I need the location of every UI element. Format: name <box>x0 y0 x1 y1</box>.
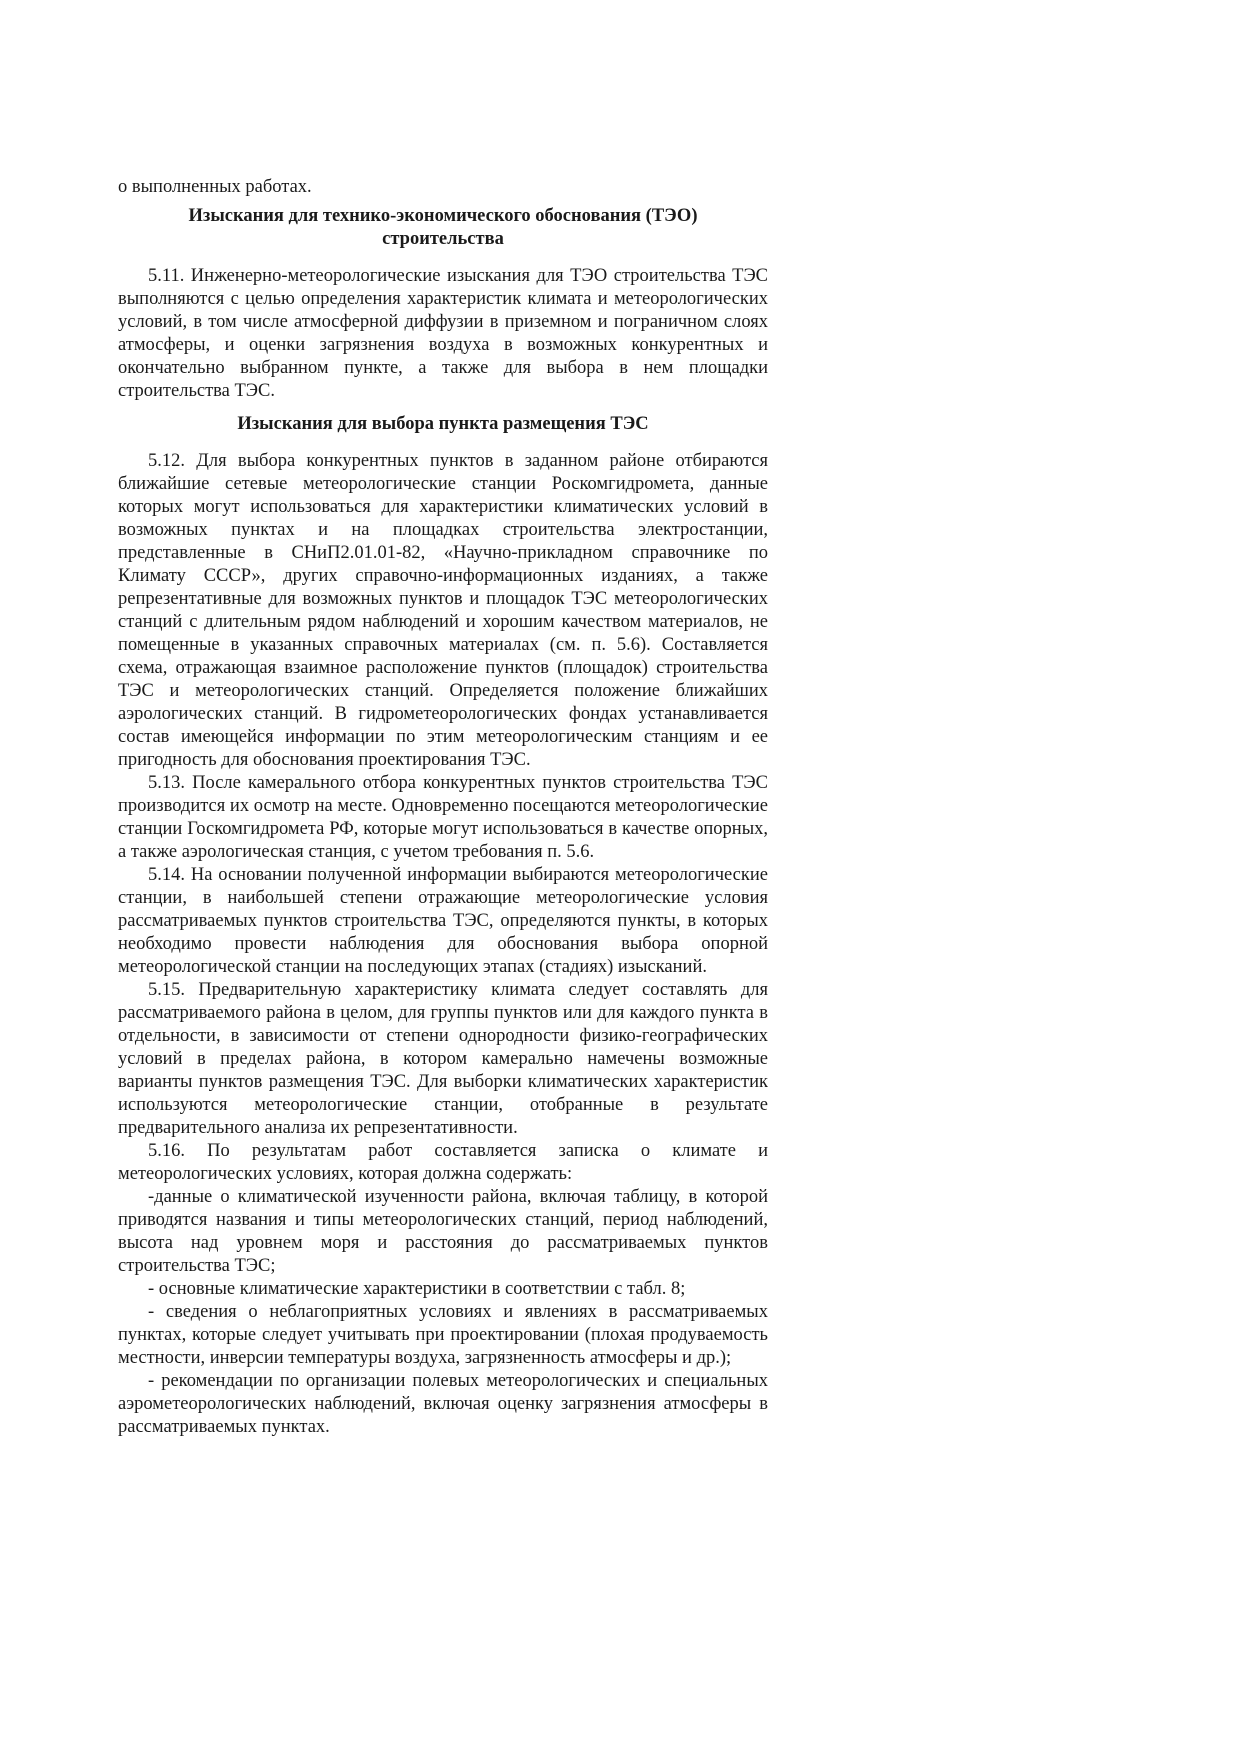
section-heading-site-selection: Изыскания для выбора пункта размещения ТЭС <box>237 414 649 434</box>
lead-line: о выполненных работах. <box>118 177 312 197</box>
paragraph-5-13: 5.13. После камерального отбора конкурентных пунктов строительства ТЭС производится их осмотр на месте. Одновременно посещаются метеорологические станции Госкомгидромета РФ, которые могут использоваться в качестве опорных, а также аэрологическая станция, с учетом требования п. 5.6. <box>118 773 768 862</box>
paragraph-5-11: 5.11. Инженерно-метеорологические изыскания для ТЭО строительства ТЭС выполняются с целью определения характеристик климата и метеорологических условий, в том числе атмосферной диффузии в приземном и пограничном слоях атмосферы, и оценки загрязнения воздуха в возможных конкурентных и окончательно выбранном пункте, а также для выбора в нем площадки строительства ТЭС. <box>118 266 768 401</box>
list-item-adverse-conditions: - сведения о неблагоприятных условиях и явлениях в рассматриваемых пунктах, которые следует учитывать при проектировании (плохая продуваемость местности, инверсии температуры воздуха, загрязненность атмосферы и др.); <box>118 1302 768 1368</box>
paragraph-5-12: 5.12. Для выбора конкурентных пунктов в заданном районе отбираются ближайшие сетевые метеорологические станции Роскомгидромета, данные которых могут использоваться для характеристики климатических условий в возможных пунктах и на площадках строительства электростанции, представленные в СНиП2.01.01-82, «Научно-прикладном справочнике по Климату СССР», других справочно-информационных изданиях, а также репрезентативные для возможных пунктов и площадок ТЭС метеорологических станций с длительным рядом наблюдений и хорошим качеством материалов, не помещенные в указанных справочных материалах (см. п. 5.6). Составляется схема, отражающая взаимное расположение пунктов (площадок) строительства ТЭС и метеорологических станций. Определяется положение ближайших аэрологических станций. В гидрометеорологических фондах устанавливается состав имеющейся информации по этим метеорологическим станциям и ее пригодность для обоснования проектирования ТЭС. <box>118 451 768 770</box>
list-item-climate-study: -данные о климатической изученности района, включая таблицу, в которой приводятся названия и типы метеорологических станций, период наблюдений, высота над уровнем моря и расстояния до рассматриваемых пунктов строительства ТЭС; <box>118 1187 768 1276</box>
paragraph-5-16: 5.16. По результатам работ составляется записка о климате и метеорологических условиях, которая должна содержать: <box>118 1141 768 1184</box>
document-page <box>118 176 768 1439</box>
list-item-climate-characteristics: - основные климатические характеристики в соответствии с табл. 8; <box>148 1279 686 1299</box>
paragraph-5-15: 5.15. Предварительную характеристику климата следует составлять для рассматриваемого района в целом, для группы пунктов или для каждого пункта в отдельности, в зависимости от степени однородности физико-географических условий в пределах района, в котором камерально намечены возможные варианты пунктов размещения ТЭС. Для выборки климатических характеристик используются метеорологические станции, отобранные в результате предварительного анализа их репрезентативности. <box>118 980 768 1138</box>
list-item-recommendations: - рекомендации по организации полевых метеорологических и специальных аэрометеорологических наблюдений, включая оценку загрязнения атмосферы в рассматриваемых пунктах. <box>118 1371 768 1437</box>
section-heading-teo: Изыскания для технико-экономического обоснования (ТЭО) строительства <box>188 206 698 249</box>
paragraph-5-14: 5.14. На основании полученной информации выбираются метеорологические станции, в наибольшей степени отражающие метеорологические условия рассматриваемых пунктов строительства ТЭС, определяются пункты, в которых необходимо провести наблюдения для обоснования выбора опорной метеорологической станции на последующих этапах (стадиях) изысканий. <box>118 865 768 977</box>
